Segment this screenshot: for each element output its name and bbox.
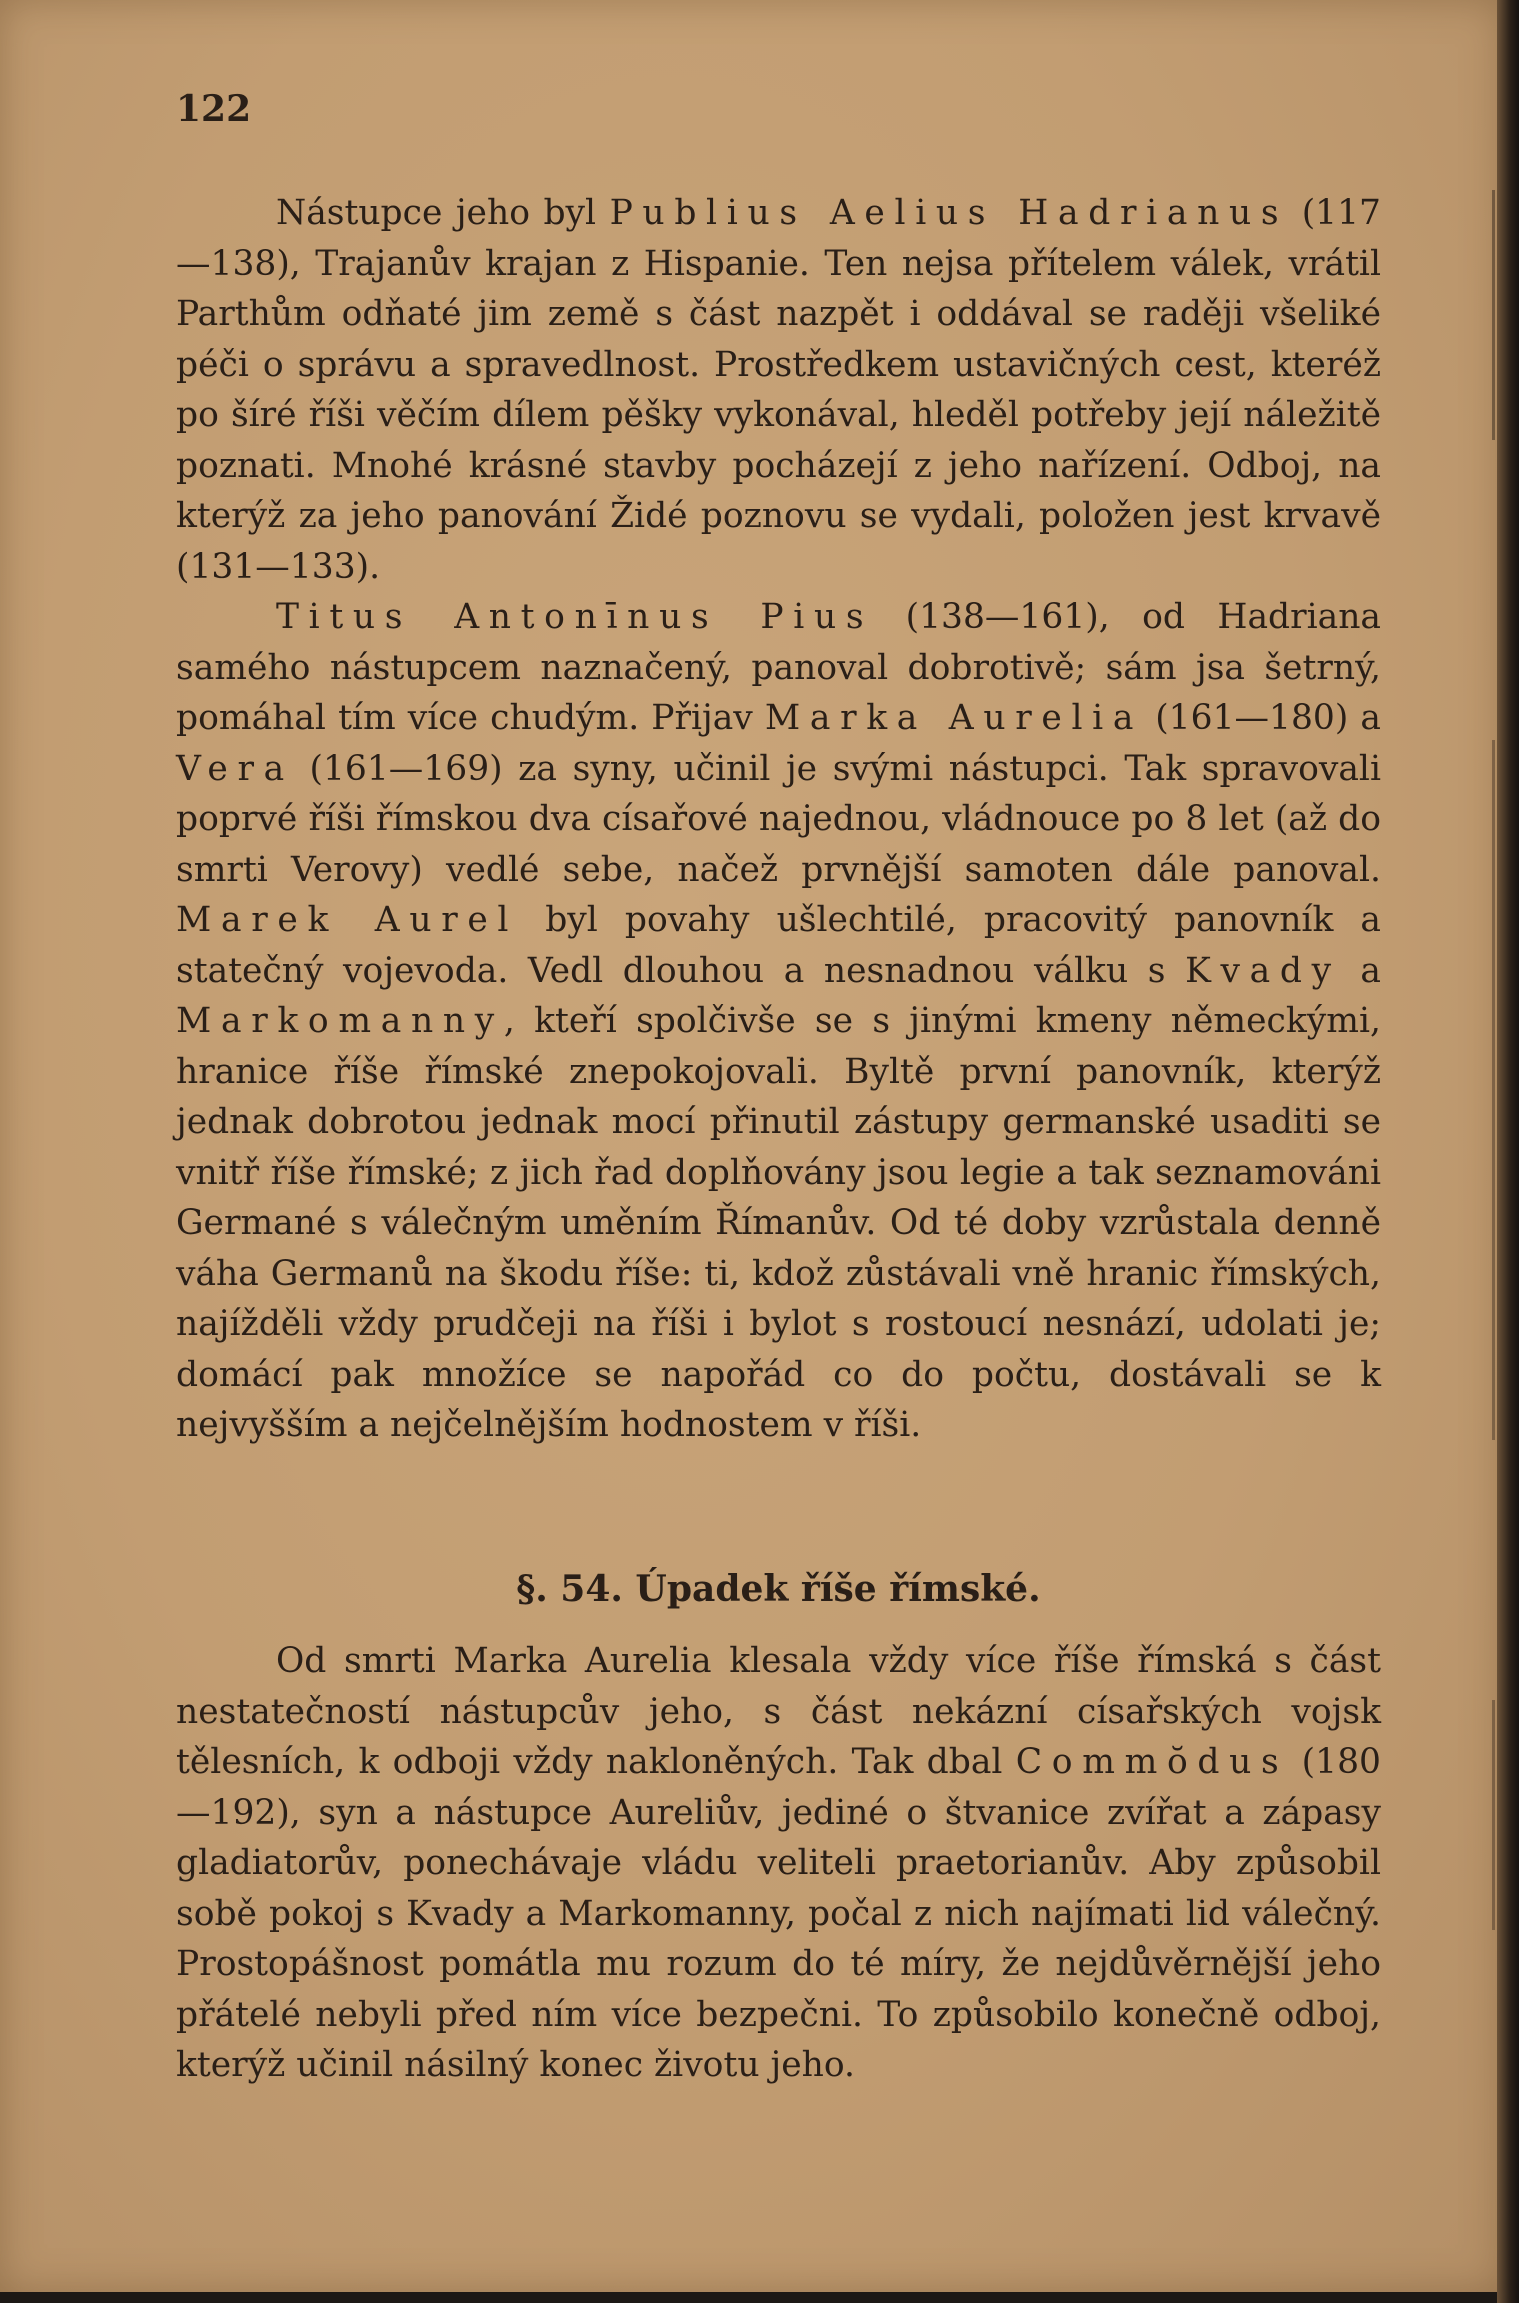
section-text-hadrian-to-marcus — [176, 188, 1381, 1451]
tribe-name-marcomanni: Markomanny — [176, 1001, 504, 1041]
paragraph-hadrian: Nástupce jeho byl Publius Aelius Hadrianus (117—138), Trajanův krajan z Hispanie. Ten nejsa přítelem válek, vrátil Parthům odňaté jim země s část nazpět i oddával se raději všeliké péči o správu a spravedlnost. Prostředkem ustavičných cest, kteréž po šíré říši věčím dílem pěšky vykonával, hleděl potřeby její náležitě poznati. Mnohé krásné stavby pocházejí z jeho nařízení. Odboj, na kterýž za jeho panování Židé poznovu se vydali, položen jest krvavě (131—133). — [176, 193, 1382, 587]
section-heading: §. 54. Úpadek říše římské. — [516, 1568, 1041, 1610]
tribe-name-quadi: Kvady — [1185, 950, 1341, 991]
paragraph-antoninus-and-marcus: Titus Antonīnus Pius (138—161), od Hadriana samého nástupcem naznačený, panoval dobrotivě; sám jsa šetrný, pomáhal tím více chudým. Přijav Marka Aurelia (161—180) a Vera (161—169) za syny, učinil je svými nástupci. Tak spravovali poprvé říši římskou dva císařové najednou, vládnouce po 8 let (až do smrti Verovy) vedlé sebe, načež prvnější samoten dále panoval. Marek Aurel byl povahy ušlechtilé, pracovitý panovník a statečný vojevoda. Vedl dlouhou a nesnadnou válku s Kvady a Markomanny, kteří spolčivše se s jinými kmeny německými, hranice říše římské znepokojovali. Byltě první panovník, kterýž jednak dobrotou jednak mocí přinutil zástupy germanské usaditi se vnitř říše římské; z jich řad doplňovány jsou legie a tak seznamováni Germané s válečným uměním Římanův. Od té doby vzrůstala denně váha Germanů na škodu říše: ti, kdož zůstávali vně hranic římských, najížděli vždy prudčeji na říši i bylot s rostoucí nesnází, udolati je; domácí pak množíce se napořád co do počtu, dostávali se k nejvyšším a nejčelnějším hodnostem v říši. — [176, 597, 1382, 1445]
margin-mark — [1492, 1700, 1495, 1930]
page-number: 122 — [176, 88, 252, 130]
page-edge — [1497, 0, 1519, 2303]
paragraph-commodus: Od smrti Marka Aurelia klesala vždy více říše římská s část nestatečností nástupcův jeho, s část nekázní císařských vojsk tělesních, k odboji vždy nakloněných. Tak dbal Commŏdus (180—192), syn a nástupce Aureliův, jediné o štvanice zvířat a zápasy gladiatorův, ponechávaje vládu veliteli praetorianův. Aby způsobil sobě pokoj s Kvady a Markomanny, počal z nich najímati lid válečný. Prostopášnost pomátla mu rozum do té míry, že nejdůvěrnější jeho přátelé nebyli před ním více bezpečni. To způsobilo konečně odboj, kterýž učinil násilný konec životu jeho. — [176, 1641, 1381, 2085]
emperor-name-antoninus: Titus Antonīnus Pius — [276, 597, 874, 637]
section-text-decline — [176, 1636, 1381, 2091]
emperor-name-marcus-aurelius: Marka Aurelia — [764, 698, 1144, 738]
emperor-name-marek-aurel: Marek Aurel — [176, 900, 519, 940]
emperor-name-hadrian: Publius Aelius Hadrianus — [609, 193, 1289, 233]
emperor-name-verus: Vera — [176, 748, 294, 789]
margin-mark — [1492, 190, 1495, 440]
emperor-name-commodus: Commŏdus — [1015, 1742, 1289, 1782]
margin-mark — [1492, 740, 1495, 1440]
